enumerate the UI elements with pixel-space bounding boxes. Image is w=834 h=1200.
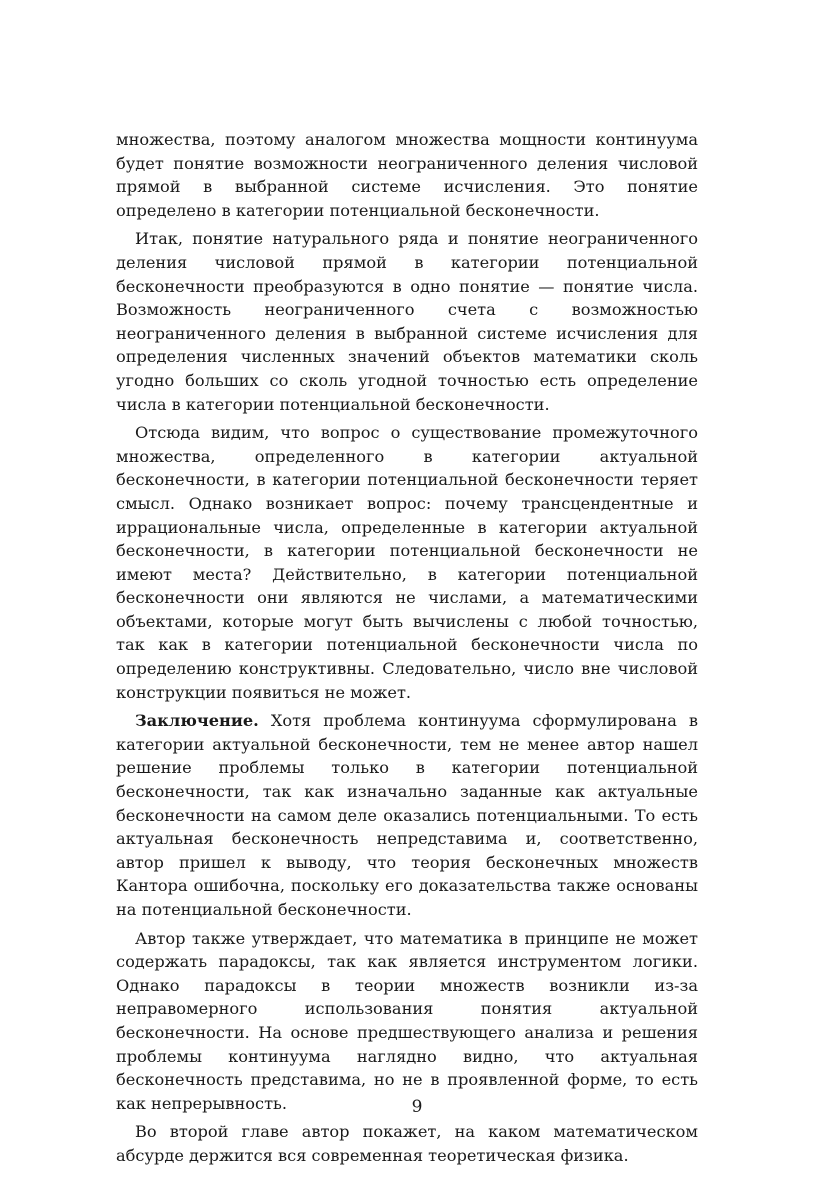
paragraph-4-text: Хотя проблема континуума сформулирована в категории актуальной бесконечности, тем не менее автор нашел решение проблемы только в категории потенциальной бесконечности, так как изначально заданные как актуальные бесконечности на самом деле оказались потенциальными. То есть актуальная бесконечность непредставима и, соответственно, автор пришел к выводу, что теория бесконечных множеств Кантора ошибочна, поскольку его доказательства также основаны на потенциальной бесконечности. <box>116 711 698 919</box>
page-number: 9 <box>411 1097 423 1117</box>
paragraph-4 <box>116 709 698 921</box>
paragraph-6 <box>116 1120 698 1167</box>
paragraph-2 <box>116 227 698 416</box>
paragraph-2-text: Итак, понятие натурального ряда и понятие неограниченного деления числовой прямой в категории потенциальной бесконечности преобразуются в одно понятие — понятие числа. Возможность неограниченного счета с возможностью неограниченного деления в выбранной системе исчисления для определения численных значений объектов математики сколь угодно больших со сколь угодной точностью есть определение числа в категории потенциальной бесконечности. <box>116 229 698 414</box>
paragraph-1-text: множества, поэтому аналогом множества мощности континуума будет понятие возможности неограниченного деления числовой прямой в выбранной системе исчисления. Это понятие определено в категории потенциальной бесконечности. <box>116 130 698 220</box>
paragraph-5-text: Автор также утверждает, что математика в принципе не может содержать парадоксы, так как является инструментом логики. Однако парадоксы в теории множеств возникли из‑за неправомерного использования понятия актуальной бесконечности. На основе предшествующего анализа и решения проблемы континуума наглядно видно, что актуальная бесконечность представима, но не в проявленной форме, то есть как непрерывность. <box>116 928 698 1113</box>
paragraph-5 <box>116 927 698 1116</box>
paragraph-3-text: Отсюда видим, что вопрос о существование промежуточного множества, определенного в категории актуальной бесконечности, в категории потенциальной бесконечности теряет смысл. Однако возникает вопрос: почему трансцендентные и иррациональные числа, определенные в категории актуальной бесконечности, в категории потенциальной бесконечности не имеют места? Действительно, в категории потенциальной бесконечности они являются не числами, а математическими объектами, которые могут быть вычислены с любой точностью, так как в категории потенциальной бесконечности числа по определению конструктивны. Следовательно, число вне числовой конструкции появиться не может. <box>116 423 698 702</box>
paragraph-1 <box>116 128 698 222</box>
conclusion-heading: Заключение. <box>135 711 259 731</box>
page-body <box>116 128 698 1168</box>
paragraph-6-text: Во второй главе автор покажет, на каком математическом абсурде держится вся современная теоретическая физика. <box>116 1122 698 1165</box>
paragraph-3 <box>116 421 698 704</box>
